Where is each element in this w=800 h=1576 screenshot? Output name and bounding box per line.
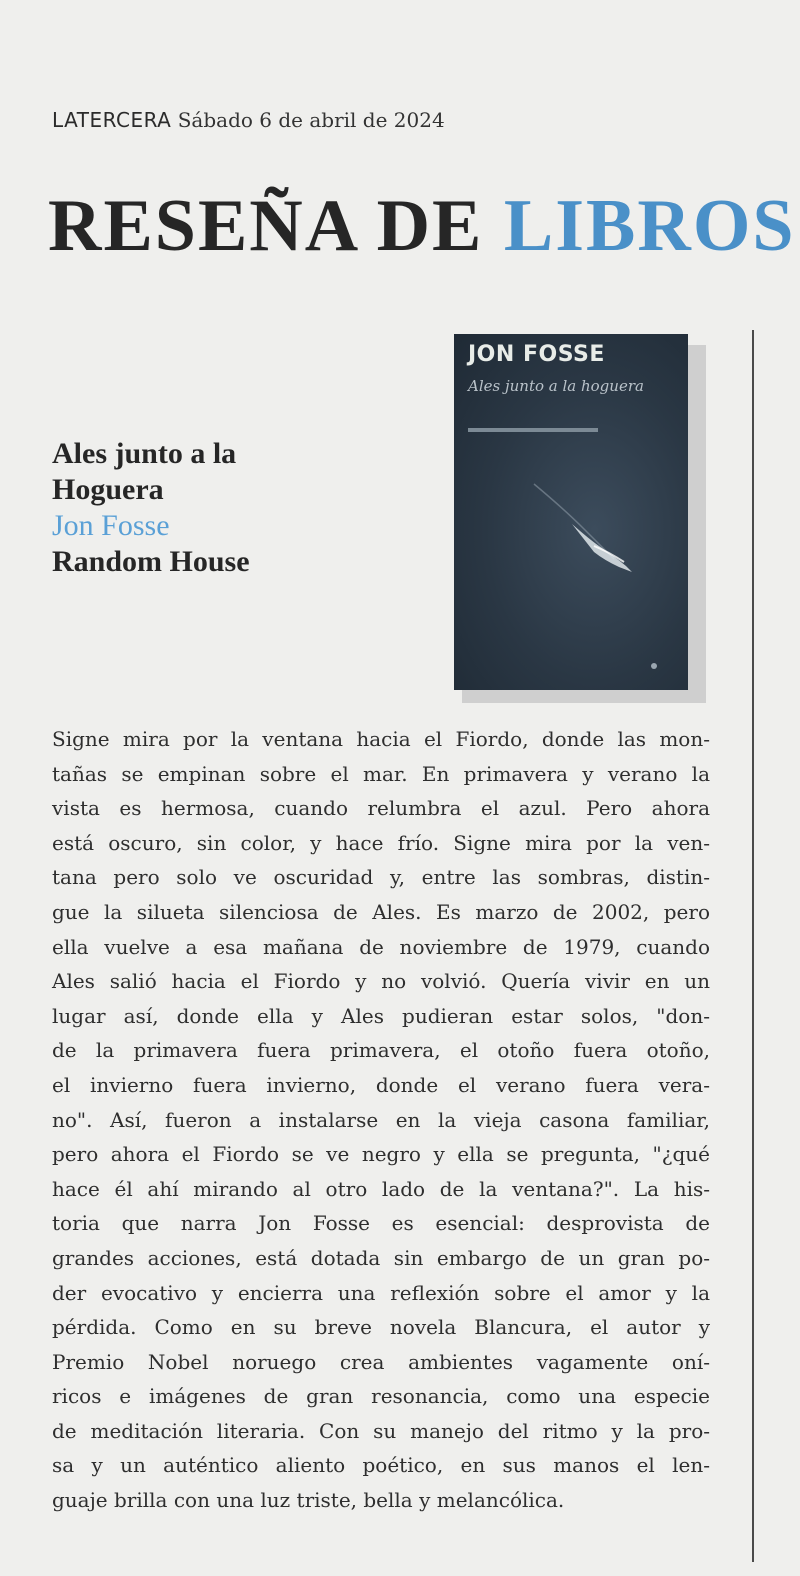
review-line: grandes acciones, está dotada sin embargo de un gran po- (52, 1245, 710, 1270)
book-title: Ales junto a la Hoguera (52, 437, 237, 506)
book-author: Jon Fosse (52, 509, 170, 542)
review-line: el invierno fuera invierno, donde el verano fuera vera- (52, 1072, 710, 1097)
headline-part-2: LIBROS (503, 185, 796, 267)
review-line: ella vuelve a esa mañana de noviembre de 1979, cuando (52, 934, 710, 959)
publication-name: LATERCERA (52, 108, 172, 132)
headline-part-1: RESEÑA DE (48, 185, 484, 267)
review-line: pero ahora el Fiordo se ve negro y ella se pregunta, "¿qué (52, 1142, 710, 1167)
cover-subtitle-rule (468, 428, 598, 432)
review-line: sa y un auténtico aliento poético, en sus manos el len- (52, 1453, 710, 1478)
review-line: tana pero solo ve oscuridad y, entre las sombras, distin- (52, 865, 710, 890)
review-line: tañas se empinan sobre el mar. En primavera y verano la (52, 761, 710, 786)
review-body (52, 722, 710, 1518)
review-line: Premio Nobel noruego crea ambientes vagamente oní- (52, 1349, 710, 1374)
book-cover-image (454, 334, 688, 690)
review-line: pérdida. Como en su breve novela Blancura, el autor y (52, 1315, 710, 1340)
review-line: de meditación literaria. Con su manejo del ritmo y la pro- (52, 1418, 710, 1443)
review-line: Ales salió hacia el Fiordo y no volvió. Quería vivir en un (52, 969, 710, 994)
publication-date: Sábado 6 de abril de 2024 (177, 108, 445, 132)
column-divider (752, 330, 754, 1562)
review-line: no". Así, fueron a instalarse en la vieja casona familiar, (52, 1107, 710, 1132)
review-line: está oscuro, sin color, y hace frío. Signe mira por la ven- (52, 830, 710, 855)
review-line: der evocativo y encierra una reflexión sobre el amor y la (52, 1280, 710, 1305)
review-line: gue la silueta silenciosa de Ales. Es marzo de 2002, pero (52, 899, 710, 924)
masthead (52, 108, 445, 132)
review-line: lugar así, donde ella y Ales pudieran estar solos, "don- (52, 1003, 710, 1028)
book-info (52, 436, 292, 580)
book-publisher: Random House (52, 545, 250, 578)
review-line: toria que narra Jon Fosse es esencial: desprovista de (52, 1211, 710, 1236)
review-line: hace él ahí mirando al otro lado de la ventana?". La his- (52, 1176, 710, 1201)
review-line: guaje brilla con una luz triste, bella y melancólica. (52, 1488, 565, 1513)
section-headline (48, 178, 796, 274)
cover-author: JON FOSSE (468, 342, 605, 367)
review-line: vista es hermosa, cuando relumbra el azul. Pero ahora (52, 796, 710, 821)
review-line: de la primavera fuera primavera, el otoño fuera otoño, (52, 1038, 710, 1063)
cover-title: Ales junto a la hoguera (468, 377, 644, 395)
review-line: Signe mira por la ventana hacia el Fiordo, donde las mon- (52, 727, 710, 751)
review-line: ricos e imágenes de gran resonancia, como una especie (52, 1384, 710, 1409)
